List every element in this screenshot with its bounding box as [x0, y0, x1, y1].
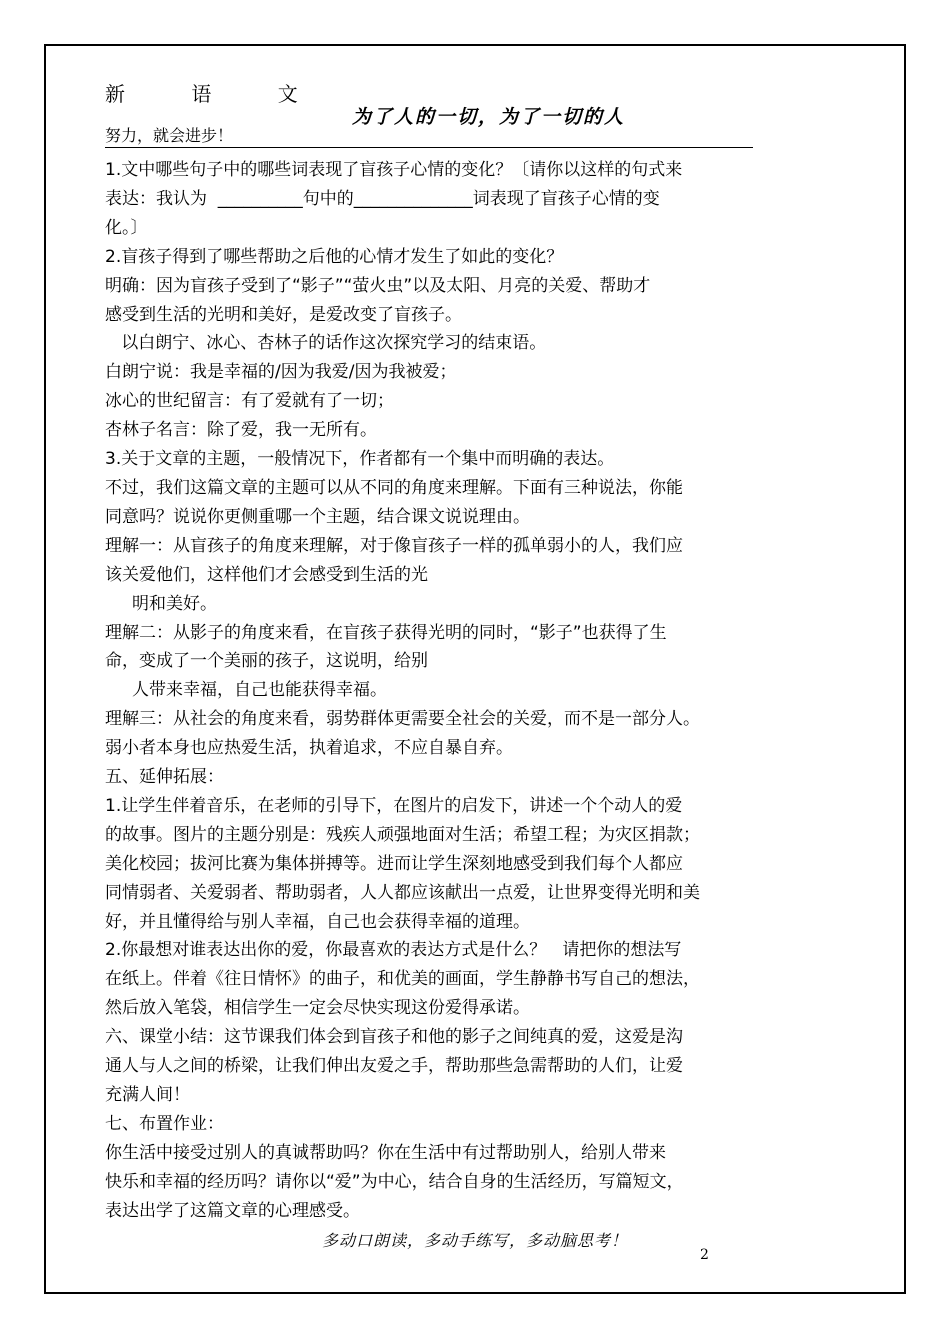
- text-line: 五、延伸拓展：: [105, 767, 224, 788]
- footer-slogan: 多动口朗读，多动手练写，多动脑思考！: [321, 1231, 628, 1250]
- text-line: 理解一：从盲孩子的角度来理解，对于像盲孩子一样的孤单弱小的人，我们应: [105, 535, 683, 556]
- text-line: 六、课堂小结：这节课我们体会到盲孩子和他的影子之间纯真的爱，这爱是沟: [105, 1027, 683, 1048]
- text-line: 快乐和幸福的经历吗？请你以“爱”为中心，结合自身的生活经历，写篇短文，: [105, 1171, 684, 1192]
- text-line: 的故事。图片的主题分别是：残疾人顽强地面对生活；希望工程；为灾区捐款；: [105, 824, 700, 845]
- header-slogan: 为了人的一切，为了一切的人: [352, 106, 626, 128]
- text-line: 以白朗宁、冰心、杏林子的话作这次探究学习的结束语。: [105, 333, 547, 354]
- text-line: 2.盲孩子得到了哪些帮助之后他的心情才发生了如此的变化？: [105, 246, 564, 267]
- text-line: 感受到生活的光明和美好，是爱改变了盲孩子。: [105, 304, 462, 325]
- text-line: 表达：我认为 __________句中的______________词表现了盲孩子心情的变: [105, 188, 660, 209]
- text-line: 人带来幸福，自己也能获得幸福。: [105, 680, 388, 701]
- text-line: 好，并且懂得给与别人幸福，自己也会获得幸福的道理。: [105, 911, 530, 932]
- text-line: 1.文中哪些句子中的哪些词表现了盲孩子心情的变化？〔请你以这样的句式来: [105, 160, 683, 180]
- text-line: 冰心的世纪留言：有了爱就有了一切；: [105, 391, 394, 412]
- text-line: 2.你最想对谁表达出你的爱，你最喜欢的表达方式是什么？ 请把你的想法写: [105, 940, 682, 961]
- text-line: 表达出学了这篇文章的心理感受。: [105, 1200, 360, 1221]
- text-line: 弱小者本身也应热爱生活，执着追求，不应自暴自弃。: [105, 738, 513, 759]
- document-body: [105, 156, 765, 1226]
- text-line: 白朗宁说：我是幸福的/因为我爱/因为我被爱；: [105, 362, 457, 383]
- text-line: 杏林子名言：除了爱，我一无所有。: [105, 420, 377, 441]
- text-line: 美化校园；拔河比赛为集体拼搏等。进而让学生深刻地感受到我们每个人都应: [105, 853, 683, 874]
- text-line: 该关爱他们，这样他们才会感受到生活的光: [105, 564, 428, 585]
- header-motto: 努力，就会进步！: [105, 126, 234, 145]
- text-line: 1.让学生伴着音乐，在老师的引导下，在图片的启发下，讲述一个个动人的爱: [105, 795, 683, 816]
- text-line: 理解三：从社会的角度来看，弱势群体更需要全社会的关爱，而不是一部分人。: [105, 709, 700, 730]
- text-line: 明和美好。: [105, 593, 218, 614]
- text-line: 你生活中接受过别人的真诚帮助吗？你在生活中有过帮助别人，给别人带来: [105, 1142, 666, 1163]
- text-line: 同意吗？说说你更侧重哪一个主题，结合课文说说理由。: [105, 506, 530, 527]
- text-line: 充满人间！: [105, 1085, 190, 1105]
- text-line: 理解二：从影子的角度来看，在盲孩子获得光明的同时，“影子”也获得了生: [105, 622, 667, 643]
- text-line: 化。〕: [105, 217, 148, 238]
- text-line: 明确：因为盲孩子受到了“影子”“萤火虫”以及太阳、月亮的关爱、帮助才: [105, 275, 651, 296]
- page-number: 2: [700, 1247, 709, 1263]
- text-line: 3.关于文章的主题，一般情况下，作者都有一个集中而明确的表达。: [105, 449, 615, 470]
- text-line: 不过，我们这篇文章的主题可以从不同的角度来理解。下面有三种说法，你能: [105, 477, 683, 498]
- brand-title: 新 语 文: [105, 82, 328, 106]
- text-line: 七、布置作业：: [105, 1113, 224, 1134]
- header-divider: [105, 147, 753, 148]
- text-line: 然后放入笔袋，相信学生一定会尽快实现这份爱得承诺。: [105, 998, 530, 1019]
- text-line: 同情弱者、关爱弱者、帮助弱者，人人都应该献出一点爱，让世界变得光明和美: [105, 882, 700, 903]
- text-line: 通人与人之间的桥梁，让我们伸出友爱之手，帮助那些急需帮助的人们，让爱: [105, 1056, 683, 1077]
- text-line: 在纸上。伴着《往日情怀》的曲子，和优美的画面，学生静静书写自己的想法，: [105, 969, 700, 990]
- text-line: 命，变成了一个美丽的孩子，这说明，给别: [105, 651, 428, 672]
